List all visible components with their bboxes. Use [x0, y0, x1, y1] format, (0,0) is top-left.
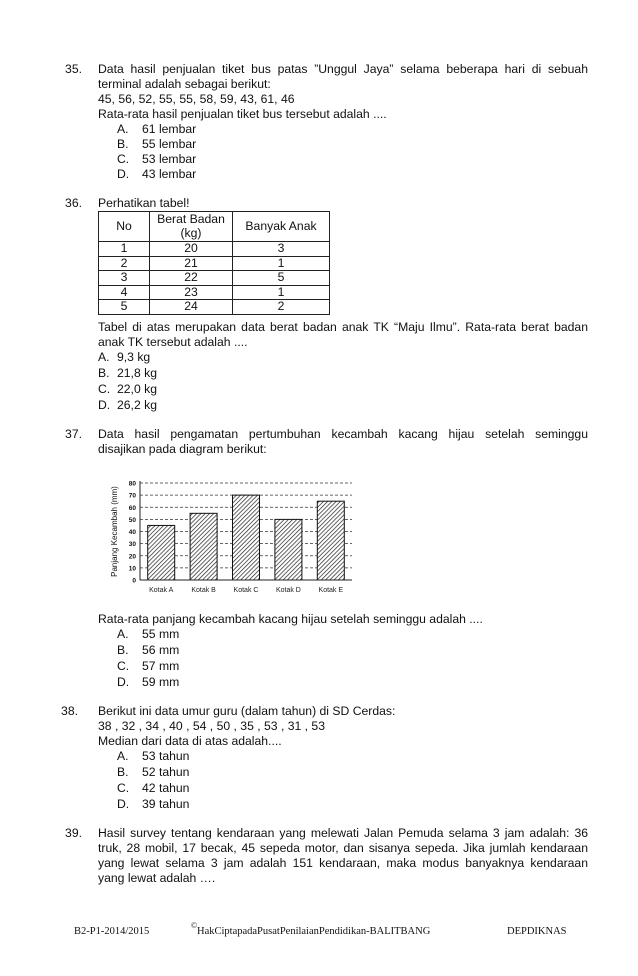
- option-letter: A.: [117, 627, 129, 641]
- option-text: 43 lembar: [142, 167, 197, 181]
- data-list: 38 , 32 , 34 , 40 , 54 , 50 , 35 , 53 , 31 , 53: [98, 719, 325, 733]
- copyright-symbol: ©: [191, 921, 198, 930]
- option-letter: B.: [117, 137, 129, 151]
- question-text-line: terminal adalah sebagai berikut:: [98, 77, 271, 91]
- chart-x-tick-label: Kotak B: [191, 587, 216, 594]
- table-cell: 5: [233, 271, 330, 286]
- header-line: (kg): [180, 225, 202, 240]
- question-number: 38.: [61, 704, 78, 718]
- option-text: 39 tahun: [142, 797, 190, 811]
- question-prompt: Median dari data di atas adalah....: [98, 734, 282, 748]
- table-cell: 23: [150, 285, 233, 300]
- chart-x-tick-label: Kotak C: [233, 587, 259, 594]
- table-cell: 24: [150, 300, 233, 315]
- option-letter: C.: [117, 152, 130, 166]
- table-cell: 22: [150, 271, 233, 286]
- table-header-cell: Banyak Anak: [233, 212, 330, 242]
- option-text: 55 mm: [142, 627, 180, 641]
- option-text: 57 mm: [142, 659, 180, 673]
- table-row: [99, 256, 330, 271]
- chart-y-axis-label: Panjang Kecambah (mm): [110, 486, 119, 577]
- chart-y-tick-label: 30: [128, 541, 136, 549]
- question-text-line: Berikut ini data umur guru (dalam tahun) di SD Cerdas:: [98, 704, 396, 718]
- option-letter: D.: [98, 398, 111, 412]
- question-text-line: Hasil survey tentang kendaraan yang melewati Jalan Pemuda selama 3 jam adalah: 36: [98, 826, 588, 840]
- option-text: 53 tahun: [142, 749, 190, 763]
- option-text: 42 tahun: [142, 781, 190, 795]
- table-row: [99, 242, 330, 257]
- question-prompt: Rata-rata panjang kecambah kacang hijau setelah seminggu adalah ....: [98, 612, 483, 626]
- table-cell: 5: [99, 300, 150, 315]
- option-text: 26,2 kg: [117, 398, 157, 412]
- chart-y-tick-label: 20: [128, 553, 136, 561]
- question-text-line: yang lewat adalah ….: [98, 871, 216, 885]
- question-number: 36.: [65, 196, 82, 210]
- question-text-line: Tabel di atas merupakan data berat badan anak TK “Maju Ilmu”. Rata-rata berat badan: [98, 320, 588, 334]
- option-text: 21,8 kg: [117, 366, 157, 380]
- question-text-line: anak TK tersebut adalah ....: [98, 335, 248, 349]
- chart-y-tick-label: 0: [132, 577, 136, 585]
- table-cell: 1: [99, 242, 150, 257]
- question-text-line: Data hasil penjualan tiket bus patas ”Unggul Jaya” selama beberapa hari di sebuah: [98, 62, 588, 76]
- question-text-line: truk, 28 mobil, 17 becak, 45 sepeda motor, dan sisanya sepeda. Jika jumlah kendaraan: [98, 841, 588, 855]
- data-list: 45, 56, 52, 55, 55, 58, 59, 43, 61, 46: [98, 92, 295, 106]
- table-row: [99, 285, 330, 300]
- table-row: [99, 271, 330, 286]
- question-text-line: yang lewat selama 3 jam adalah 151 kendaraan, maka modus banyaknya kendaraan: [98, 856, 588, 870]
- chart-bars: [148, 495, 345, 580]
- chart-bar: [233, 495, 260, 580]
- option-text: 59 mm: [142, 675, 180, 689]
- table-cell: 2: [233, 300, 330, 315]
- option-letter: D.: [117, 675, 130, 689]
- option-text: 22,0 kg: [117, 382, 157, 396]
- table-cell: 3: [99, 271, 150, 286]
- table-cell: 2: [99, 256, 150, 271]
- chart-bar: [275, 519, 302, 580]
- table-header-cell: [150, 212, 233, 242]
- table-cell: 3: [233, 242, 330, 257]
- option-letter: A.: [117, 122, 129, 136]
- table-cell: 4: [99, 285, 150, 300]
- option-letter: A.: [117, 749, 129, 763]
- table-header-row: [99, 212, 330, 242]
- table-row: [99, 300, 330, 315]
- option-text: 52 tahun: [142, 765, 190, 779]
- chart-y-tick-label: 10: [128, 565, 136, 573]
- chart-y-tick-label: 40: [128, 529, 136, 536]
- chart-x-tick-label: Kotak D: [275, 587, 301, 594]
- option-letter: B.: [117, 643, 129, 657]
- option-text: 53 lembar: [142, 152, 197, 166]
- question-number: 37.: [65, 427, 82, 441]
- table-cell: 1: [233, 285, 330, 300]
- chart-bar: [190, 513, 217, 580]
- option-text: 9,3 kg: [117, 350, 151, 364]
- option-letter: D.: [117, 797, 130, 811]
- chart-x-tick-label: Kotak A: [149, 587, 174, 594]
- option-text: 55 lembar: [142, 137, 197, 151]
- option-letter: D.: [117, 167, 130, 181]
- chart-y-tick-label: 80: [128, 480, 136, 488]
- chart-bar: [148, 525, 175, 580]
- option-letter: B.: [98, 366, 110, 380]
- table-cell: 1: [233, 256, 330, 271]
- chart-y-tick-label: 70: [128, 492, 136, 500]
- question-text-line: disajikan pada diagram berikut:: [98, 442, 267, 456]
- option-letter: B.: [117, 765, 129, 779]
- footer-agency: DEPDIKNAS: [507, 926, 567, 937]
- question-number: 35.: [65, 62, 82, 76]
- question-intro: Perhatikan tabel!: [98, 196, 190, 210]
- option-text: 61 lembar: [142, 122, 197, 136]
- chart-y-tick-labels: [129, 481, 137, 585]
- option-letter: A.: [98, 350, 110, 364]
- table-cell: 21: [150, 256, 233, 271]
- option-letter: C.: [98, 382, 111, 396]
- chart-x-tick-labels: [149, 587, 343, 594]
- footer-code: B2-P1-2014/2015: [74, 926, 150, 937]
- footer-copyright: HakCiptapadaPusatPenilaianPendidikan-BALITBANG: [197, 926, 431, 937]
- question-text-line: Data hasil pengamatan pertumbuhan kecambah kacang hijau setelah seminggu: [98, 427, 588, 441]
- weight-table: [98, 211, 330, 315]
- option-letter: C.: [117, 781, 130, 795]
- question-number: 39.: [65, 826, 82, 840]
- chart-bar: [317, 501, 344, 580]
- header-line: Berat Badan: [157, 212, 225, 226]
- table-cell: 20: [150, 242, 233, 257]
- chart-y-tick-label: 50: [128, 516, 136, 524]
- chart-y-tick-label: 60: [128, 504, 136, 512]
- table-header-cell: No: [99, 212, 150, 242]
- bar-chart: [100, 474, 360, 604]
- option-letter: C.: [117, 659, 130, 673]
- question-prompt: Rata-rata hasil penjualan tiket bus tersebut adalah ....: [98, 107, 387, 121]
- chart-x-tick-label: Kotak E: [318, 587, 344, 594]
- option-text: 56 mm: [142, 643, 180, 657]
